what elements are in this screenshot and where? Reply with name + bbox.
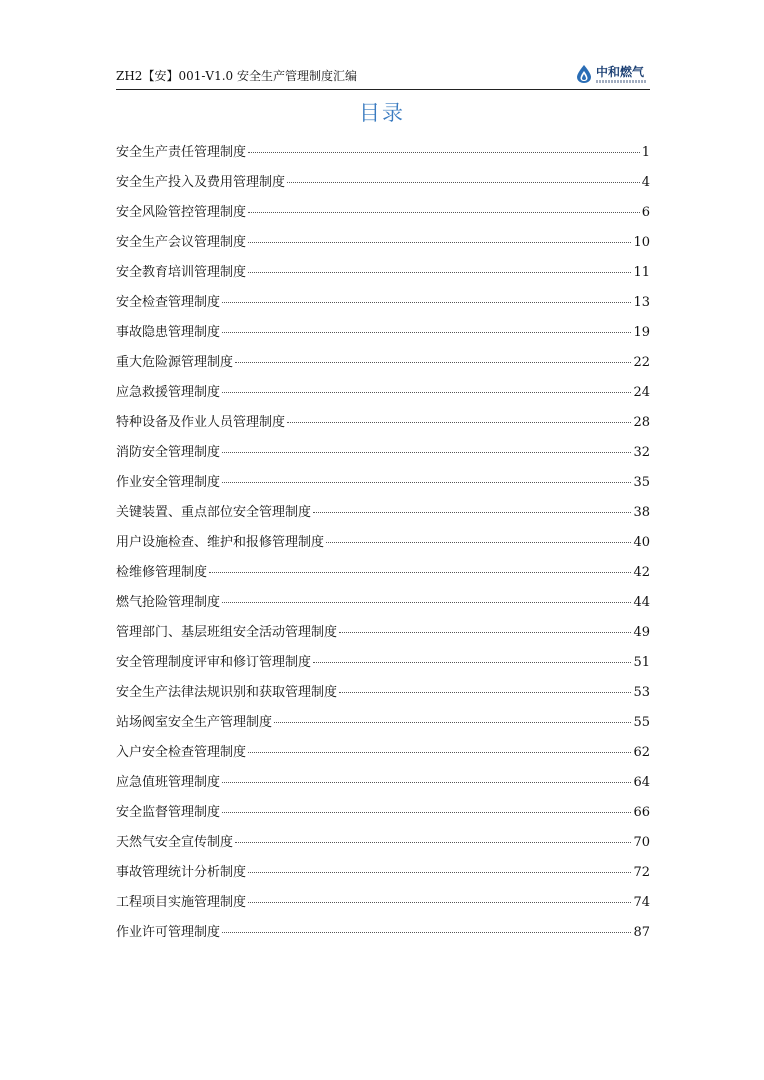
toc-dot-leader bbox=[339, 692, 631, 693]
toc-entry[interactable] bbox=[116, 771, 650, 801]
toc-entry-label: 安全生产投入及费用管理制度 bbox=[116, 175, 286, 190]
company-logo bbox=[575, 63, 646, 85]
toc-entry[interactable] bbox=[116, 831, 650, 861]
toc-entry[interactable] bbox=[116, 561, 650, 591]
toc-dot-leader bbox=[287, 422, 631, 423]
toc-entry-page: 44 bbox=[633, 595, 650, 610]
toc-entry[interactable] bbox=[116, 471, 650, 501]
toc-entry[interactable] bbox=[116, 321, 650, 351]
toc-dot-leader bbox=[235, 842, 631, 843]
toc-entry-label: 事故隐患管理制度 bbox=[116, 325, 221, 340]
toc-entry-page: 64 bbox=[633, 775, 650, 790]
toc-entry-page: 40 bbox=[633, 535, 650, 550]
toc-dot-leader bbox=[248, 152, 640, 153]
toc-entry-label: 入户安全检查管理制度 bbox=[116, 745, 247, 760]
toc-entry-label: 检维修管理制度 bbox=[116, 565, 208, 580]
toc-dot-leader bbox=[248, 242, 631, 243]
toc-entry-label: 工程项目实施管理制度 bbox=[116, 895, 247, 910]
toc-entry[interactable] bbox=[116, 411, 650, 441]
toc-entry-page: 72 bbox=[633, 865, 650, 880]
toc-entry-page: 51 bbox=[633, 655, 650, 670]
toc-list bbox=[116, 141, 650, 951]
toc-entry-page: 11 bbox=[633, 265, 650, 280]
toc-dot-leader bbox=[209, 572, 631, 573]
toc-entry[interactable] bbox=[116, 861, 650, 891]
toc-entry-page: 70 bbox=[633, 835, 650, 850]
toc-entry-page: 13 bbox=[633, 295, 650, 310]
toc-dot-leader bbox=[222, 602, 631, 603]
toc-entry[interactable] bbox=[116, 351, 650, 381]
toc-dot-leader bbox=[313, 662, 631, 663]
toc-entry-page: 28 bbox=[633, 415, 650, 430]
header-title: ZH2【安】001-V1.0 安全生产管理制度汇编 bbox=[116, 69, 357, 83]
toc-entry-page: 55 bbox=[633, 715, 650, 730]
logo-subtitle-line bbox=[596, 80, 646, 83]
toc-entry[interactable] bbox=[116, 501, 650, 531]
toc-title: 目录 bbox=[359, 101, 405, 125]
toc-entry-label: 安全检查管理制度 bbox=[116, 295, 221, 310]
toc-entry-label: 重大危险源管理制度 bbox=[116, 355, 234, 370]
toc-entry-label: 关键装置、重点部位安全管理制度 bbox=[116, 505, 312, 520]
toc-dot-leader bbox=[222, 332, 631, 333]
toc-entry-label: 安全教育培训管理制度 bbox=[116, 265, 247, 280]
toc-entry-label: 消防安全管理制度 bbox=[116, 445, 221, 460]
toc-entry-page: 38 bbox=[633, 505, 650, 520]
toc-entry[interactable] bbox=[116, 591, 650, 621]
logo-text: 中和燃气 bbox=[596, 64, 645, 79]
toc-entry-label: 应急值班管理制度 bbox=[116, 775, 221, 790]
toc-entry-label: 用户设施检查、维护和报修管理制度 bbox=[116, 535, 325, 550]
toc-entry[interactable] bbox=[116, 801, 650, 831]
toc-dot-leader bbox=[326, 542, 631, 543]
toc-entry[interactable] bbox=[116, 891, 650, 921]
toc-dot-leader bbox=[313, 512, 631, 513]
toc-entry-page: 42 bbox=[633, 565, 650, 580]
toc-entry-page: 1 bbox=[641, 145, 650, 160]
toc-entry[interactable] bbox=[116, 381, 650, 411]
toc-entry-page: 74 bbox=[633, 895, 650, 910]
toc-entry-page: 49 bbox=[633, 625, 650, 640]
toc-entry-label: 事故管理统计分析制度 bbox=[116, 865, 247, 880]
toc-dot-leader bbox=[222, 302, 631, 303]
toc-entry-page: 66 bbox=[633, 805, 650, 820]
toc-dot-leader bbox=[248, 902, 631, 903]
toc-entry[interactable] bbox=[116, 741, 650, 771]
toc-entry-label: 燃气抢险管理制度 bbox=[116, 595, 221, 610]
toc-dot-leader bbox=[222, 782, 631, 783]
toc-entry-page: 19 bbox=[633, 325, 650, 340]
toc-entry[interactable] bbox=[116, 141, 650, 171]
toc-entry-label: 安全监督管理制度 bbox=[116, 805, 221, 820]
toc-entry-page: 53 bbox=[633, 685, 650, 700]
toc-entry-page: 6 bbox=[641, 205, 650, 220]
toc-dot-leader bbox=[248, 272, 631, 273]
toc-entry[interactable] bbox=[116, 921, 650, 951]
toc-entry[interactable] bbox=[116, 711, 650, 741]
toc-entry-label: 安全生产法律法规识别和获取管理制度 bbox=[116, 685, 338, 700]
toc-entry[interactable] bbox=[116, 171, 650, 201]
toc-entry-page: 22 bbox=[633, 355, 650, 370]
toc-entry-page: 4 bbox=[641, 175, 650, 190]
flame-drop-icon bbox=[575, 64, 593, 84]
toc-entry-page: 32 bbox=[633, 445, 650, 460]
toc-entry-label: 安全生产责任管理制度 bbox=[116, 145, 247, 160]
toc-entry-label: 安全生产会议管理制度 bbox=[116, 235, 247, 250]
toc-entry-label: 天然气安全宣传制度 bbox=[116, 835, 234, 850]
toc-entry[interactable] bbox=[116, 231, 650, 261]
toc-entry-label: 安全风险管控管理制度 bbox=[116, 205, 247, 220]
toc-dot-leader bbox=[222, 392, 631, 393]
toc-entry-page: 87 bbox=[633, 925, 650, 940]
toc-dot-leader bbox=[222, 812, 631, 813]
toc-entry-label: 站场阀室安全生产管理制度 bbox=[116, 715, 273, 730]
toc-entry-page: 35 bbox=[633, 475, 650, 490]
toc-dot-leader bbox=[248, 872, 631, 873]
toc-dot-leader bbox=[222, 482, 631, 483]
toc-dot-leader bbox=[235, 362, 631, 363]
toc-entry[interactable] bbox=[116, 651, 650, 681]
toc-dot-leader bbox=[274, 722, 631, 723]
toc-entry-page: 10 bbox=[633, 235, 650, 250]
toc-dot-leader bbox=[248, 212, 640, 213]
toc-entry[interactable] bbox=[116, 441, 650, 471]
toc-entry-label: 应急救援管理制度 bbox=[116, 385, 221, 400]
toc-dot-leader bbox=[287, 182, 640, 183]
toc-entry[interactable] bbox=[116, 201, 650, 231]
toc-entry[interactable] bbox=[116, 531, 650, 561]
toc-entry[interactable] bbox=[116, 681, 650, 711]
toc-dot-leader bbox=[248, 752, 631, 753]
toc-entry[interactable] bbox=[116, 291, 650, 321]
toc-entry[interactable] bbox=[116, 621, 650, 651]
toc-dot-leader bbox=[222, 932, 631, 933]
toc-entry-label: 作业安全管理制度 bbox=[116, 475, 221, 490]
toc-entry-page: 24 bbox=[633, 385, 650, 400]
toc-dot-leader bbox=[339, 632, 631, 633]
toc-entry-label: 特种设备及作业人员管理制度 bbox=[116, 415, 286, 430]
toc-entry-label: 作业许可管理制度 bbox=[116, 925, 221, 940]
toc-entry[interactable] bbox=[116, 261, 650, 291]
page-header bbox=[116, 62, 650, 90]
toc-entry-label: 管理部门、基层班组安全活动管理制度 bbox=[116, 625, 338, 640]
toc-entry-label: 安全管理制度评审和修订管理制度 bbox=[116, 655, 312, 670]
toc-dot-leader bbox=[222, 452, 631, 453]
toc-entry-page: 62 bbox=[633, 745, 650, 760]
